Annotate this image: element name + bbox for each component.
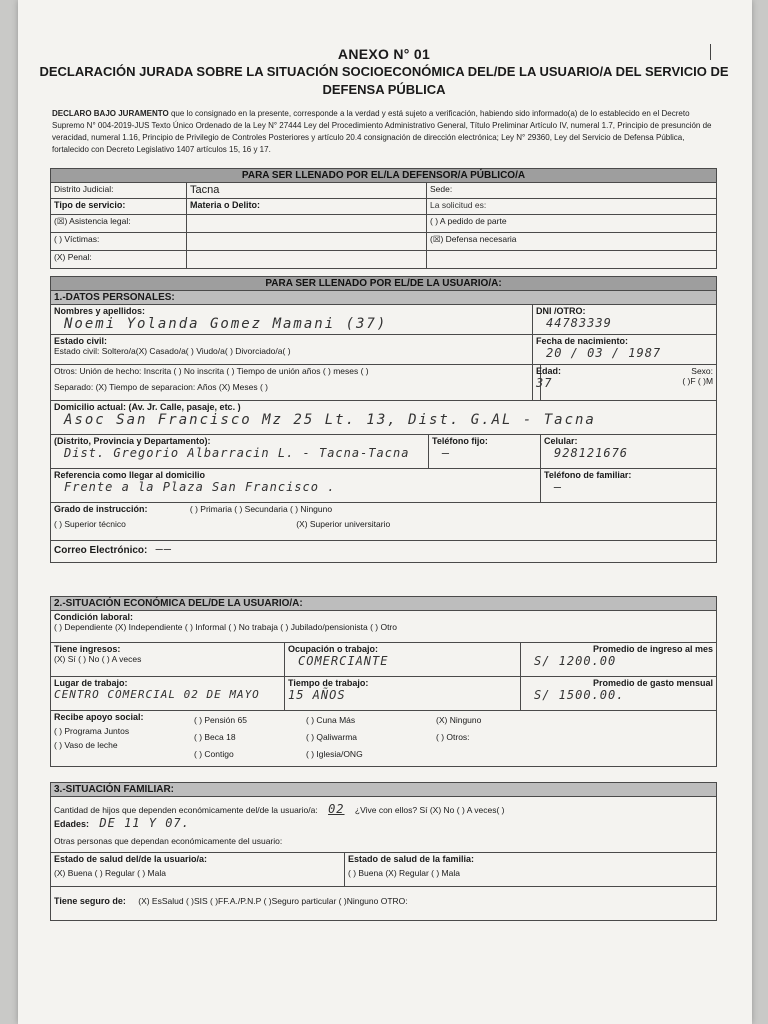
referencia-value: Frente a la Plaza San Francisco . [64,480,336,494]
sede-label[interactable]: Sede: [427,183,717,199]
apoyo-cuna-mas: ( ) Cuna Más [306,715,356,725]
condicion-laboral-label: Condición laboral: [54,612,134,622]
condicion-laboral-options: ( ) Dependiente (X) Independiente ( ) Informal ( ) No trabaja ( ) Jubilado/pensionista ( ) Otro [54,622,397,632]
referencia-label: Referencia como llegar al domicilio [54,470,206,480]
situacion-familiar-heading: 3.-SITUACIÓN FAMILIAR: [51,783,717,797]
apoyo-beca-18: ( ) Beca 18 [194,732,236,742]
nombres-value: Noemi Yolanda Gomez Mamani (37) [64,316,388,332]
salud-usuario-cell[interactable] [51,853,345,887]
promedio-ingreso-value: S/ 1200.00 [534,654,617,668]
grado-instruccion-label: Grado de instrucción: [54,504,148,514]
pedido-parte-option[interactable]: ( ) A pedido de parte [427,215,717,233]
seguro-cell[interactable] [51,887,717,921]
distrito-prov-cell[interactable] [51,435,429,469]
tiempo-trabajo-value: 15 AÑOS [288,688,346,702]
nombres-label: Nombres y apellidos: [54,306,146,316]
salud-familia-cell[interactable] [345,853,717,887]
celular-label: Celular: [544,436,578,446]
estado-civil-cell[interactable] [51,335,533,365]
fecha-nacimiento-label: Fecha de nacimiento: [536,336,629,346]
celular-value: 928121676 [554,446,629,460]
edades-value: DE 11 Y 07. [99,816,190,830]
dni-label: DNI /OTRO: [536,306,586,316]
celular-cell[interactable] [541,435,717,469]
nombres-cell[interactable] [51,305,533,335]
sworn-statement-lead: DECLARO BAJO JURAMENTO [52,109,169,118]
edades-label: Edades: [54,819,90,829]
grado-options-row1: ( ) Primaria ( ) Secundaria ( ) Ninguno [189,504,333,514]
edad-value: 37 [536,376,553,390]
hijos-value: 02 [328,802,345,816]
fecha-nacimiento-cell[interactable] [533,335,717,365]
materia-field-2[interactable] [187,233,427,251]
union-hecho-options: Otros: Unión de hecho: Inscrita ( ) No inscrita ( ) Tiempo de unión años ( ) meses ( ) [54,366,369,376]
telefono-fijo-value: — [442,446,451,460]
datos-personales-heading: 1.-DATOS PERSONALES: [51,291,717,305]
edad-label: Edad: [536,366,562,376]
apoyo-pension-65: ( ) Pensión 65 [194,715,247,725]
materia-field-3[interactable] [187,251,427,269]
sexo-options: ( )F ( )M [682,376,714,386]
lugar-trabajo-label: Lugar de trabajo: [54,678,128,688]
sexo-cell[interactable] [541,365,717,401]
domicilio-cell[interactable] [51,401,717,435]
domicilio-value: Asoc San Francisco Mz 25 Lt. 13, Dist. G.AL - Tacna [64,412,596,428]
ingresos-label: Tiene ingresos: [54,644,121,654]
sexo-label: Sexo: [691,366,714,376]
referencia-cell[interactable] [51,469,541,503]
promedio-ingreso-label: Promedio de ingreso al mes [592,644,714,654]
promedio-ingreso-cell[interactable] [521,643,717,677]
usuario-band: PARA SER LLENADO POR EL/DE LA USUARIO/A: [51,277,717,291]
telefono-fijo-cell[interactable] [429,435,541,469]
ingresos-options: (X) Sí ( ) No ( ) A veces [54,654,142,664]
dni-cell[interactable] [533,305,717,335]
otros-cell[interactable] [51,365,533,401]
sworn-statement-text [52,108,714,156]
defensor-band: PARA SER LLENADO POR EL/LA DEFENSOR/A PÚBLICO/A [51,169,717,183]
dni-value: 44783339 [546,316,612,330]
annex-heading: ANEXO N° 01 [337,46,431,62]
penal-option[interactable]: (X) Penal: [51,251,187,269]
situacion-economica-table [50,596,717,767]
tiempo-trabajo-label: Tiempo de trabajo: [288,678,369,688]
tiempo-trabajo-cell[interactable] [285,677,521,711]
correo-cell[interactable] [51,541,717,563]
ingresos-cell[interactable] [51,643,285,677]
ocupacion-value: COMERCIANTE [298,654,389,668]
tipo-servicio-label: Tipo de servicio: [51,199,187,215]
promedio-gasto-value: S/ 1500.00. [534,688,625,702]
distrito-judicial-label: Distrito Judicial: [51,183,187,199]
promedio-gasto-cell[interactable] [521,677,717,711]
lugar-trabajo-value: CENTRO COMERCIAL 02 DE MAYO [54,688,260,701]
distrito-prov-label: (Distrito, Provincia y Departamento): [54,436,211,446]
datos-personales-table [50,276,717,563]
promedio-gasto-label: Promedio de gasto mensual [592,678,714,688]
ocupacion-cell[interactable] [285,643,521,677]
otras-personas-label: Otras personas que dependan económicamente del usuario: [54,836,283,846]
grado-superior-universitario: (X) Superior universitario [296,519,391,529]
vive-con-ellos-options: ¿Vive con ellos? Sí (X) No ( ) A veces( ) [354,805,505,815]
defensor-table [50,168,717,269]
apoyo-iglesia-ong: ( ) Iglesia/ONG [306,749,363,759]
salud-usuario-options: (X) Buena ( ) Regular ( ) Mala [54,868,166,878]
telefono-familiar-label: Teléfono de familiar: [544,470,632,480]
victimas-option[interactable]: ( ) Víctimas: [51,233,187,251]
form-title-line2: DEFENSA PÚBLICA [322,82,446,97]
edad-cell[interactable] [533,365,562,401]
seguro-options: (X) EsSalud ( )SIS ( )FF.A./P.N.P ( )Seguro particular ( )Ninguno OTRO: [138,896,408,906]
correo-value: —— [155,542,173,556]
salud-familia-label: Estado de salud de la familia: [348,854,475,864]
estado-civil-options: Estado civil: Soltero/a(X) Casado/a( ) Viudo/a( ) Divorciado/a( ) [54,346,291,356]
asistencia-legal-option[interactable]: (☒) Asistencia legal: [51,215,187,233]
seguro-label: Tiene seguro de: [54,896,126,906]
grado-instruccion-cell[interactable] [51,503,717,541]
defensa-necesaria-option[interactable]: (☒) Defensa necesaria [427,233,717,251]
salud-usuario-label: Estado de salud del/de la usuario/a: [54,854,208,864]
salud-familia-options: ( ) Buena (X) Regular ( ) Mala [348,868,460,878]
apoyo-vaso-leche: ( ) Vaso de leche [54,740,118,750]
situacion-familiar-table [50,782,717,921]
telefono-familiar-value: — [554,480,563,494]
telefono-fijo-label: Teléfono fijo: [432,436,488,446]
apoyo-qaliwarma: ( ) Qaliwarma [306,732,358,742]
solicitud-field [427,251,717,269]
grado-superior-tecnico: ( ) Superior técnico [54,519,126,529]
fecha-nacimiento-value: 20 / 03 / 1987 [546,346,662,360]
materia-delito-label: Materia o Delito: [187,199,427,215]
hijos-label: Cantidad de hijos que dependen económicamente del/de la usuario/a: [54,805,318,815]
correo-label: Correo Electrónico: [54,545,148,556]
apoyo-social-cell[interactable] [51,711,717,767]
domicilio-label: Domicilio actual: (Av. Jr. Calle, pasaje, etc. ) [54,402,241,412]
apoyo-programa-juntos: ( ) Programa Juntos [54,726,130,736]
telefono-familiar-cell[interactable] [541,469,717,503]
lugar-trabajo-cell[interactable] [51,677,285,711]
distrito-judicial-value[interactable]: Tacna [187,183,427,199]
situacion-economica-heading: 2.-SITUACIÓN ECONÓMICA DEL/DE LA USUARIO/A: [51,597,717,611]
distrito-prov-value: Dist. Gregorio Albarracin L. - Tacna-Tacna [64,446,410,460]
separado-options: Separado: (X) Tiempo de separacion: Años (X) Meses ( ) [54,382,269,392]
ocupacion-label: Ocupación o trabajo: [288,644,379,654]
sworn-statement-body: que lo consignado en la presente, corresponde a la verdad y está sujeto a verificación, habiendo sido informado(a) de lo establecido en el Decreto Supremo N° 004-2019-JUS Texto Único Ordenado de la Ley N° 27444 Ley del Procedimiento Administrativo General, Título Preliminar Artículo IV, numeral 1.7, Principio de presunción de veracidad, numeral 1.16, Principio de Privilegio de Controles Posteriores y artículo 20.4 consignación de dirección electrónica; Ley N° 29360, Ley del Servicio de Defensa Pública, fortalecido con Decreto Legislativo 1407 artículos 15, 16 y 17. [52,109,712,154]
condicion-laboral-cell[interactable] [51,611,717,643]
estado-civil-label: Estado civil: [54,336,108,346]
apoyo-social-label: Recibe apoyo social: [54,712,144,722]
margin-mark [710,44,711,60]
apoyo-ninguno: (X) Ninguno [436,715,482,725]
materia-field-1[interactable] [187,215,427,233]
solicitud-label: La solicitud es: [427,199,717,215]
apoyo-otros: ( ) Otros: [436,732,470,742]
apoyo-contigo: ( ) Contigo [194,749,234,759]
hijos-cell[interactable] [51,797,717,853]
form-title-line1: DECLARACIÓN JURADA SOBRE LA SITUACIÓN SOCIOECONÓMICA DEL/DE LA USUARIO/A DEL SERVICIO DE [39,64,729,79]
